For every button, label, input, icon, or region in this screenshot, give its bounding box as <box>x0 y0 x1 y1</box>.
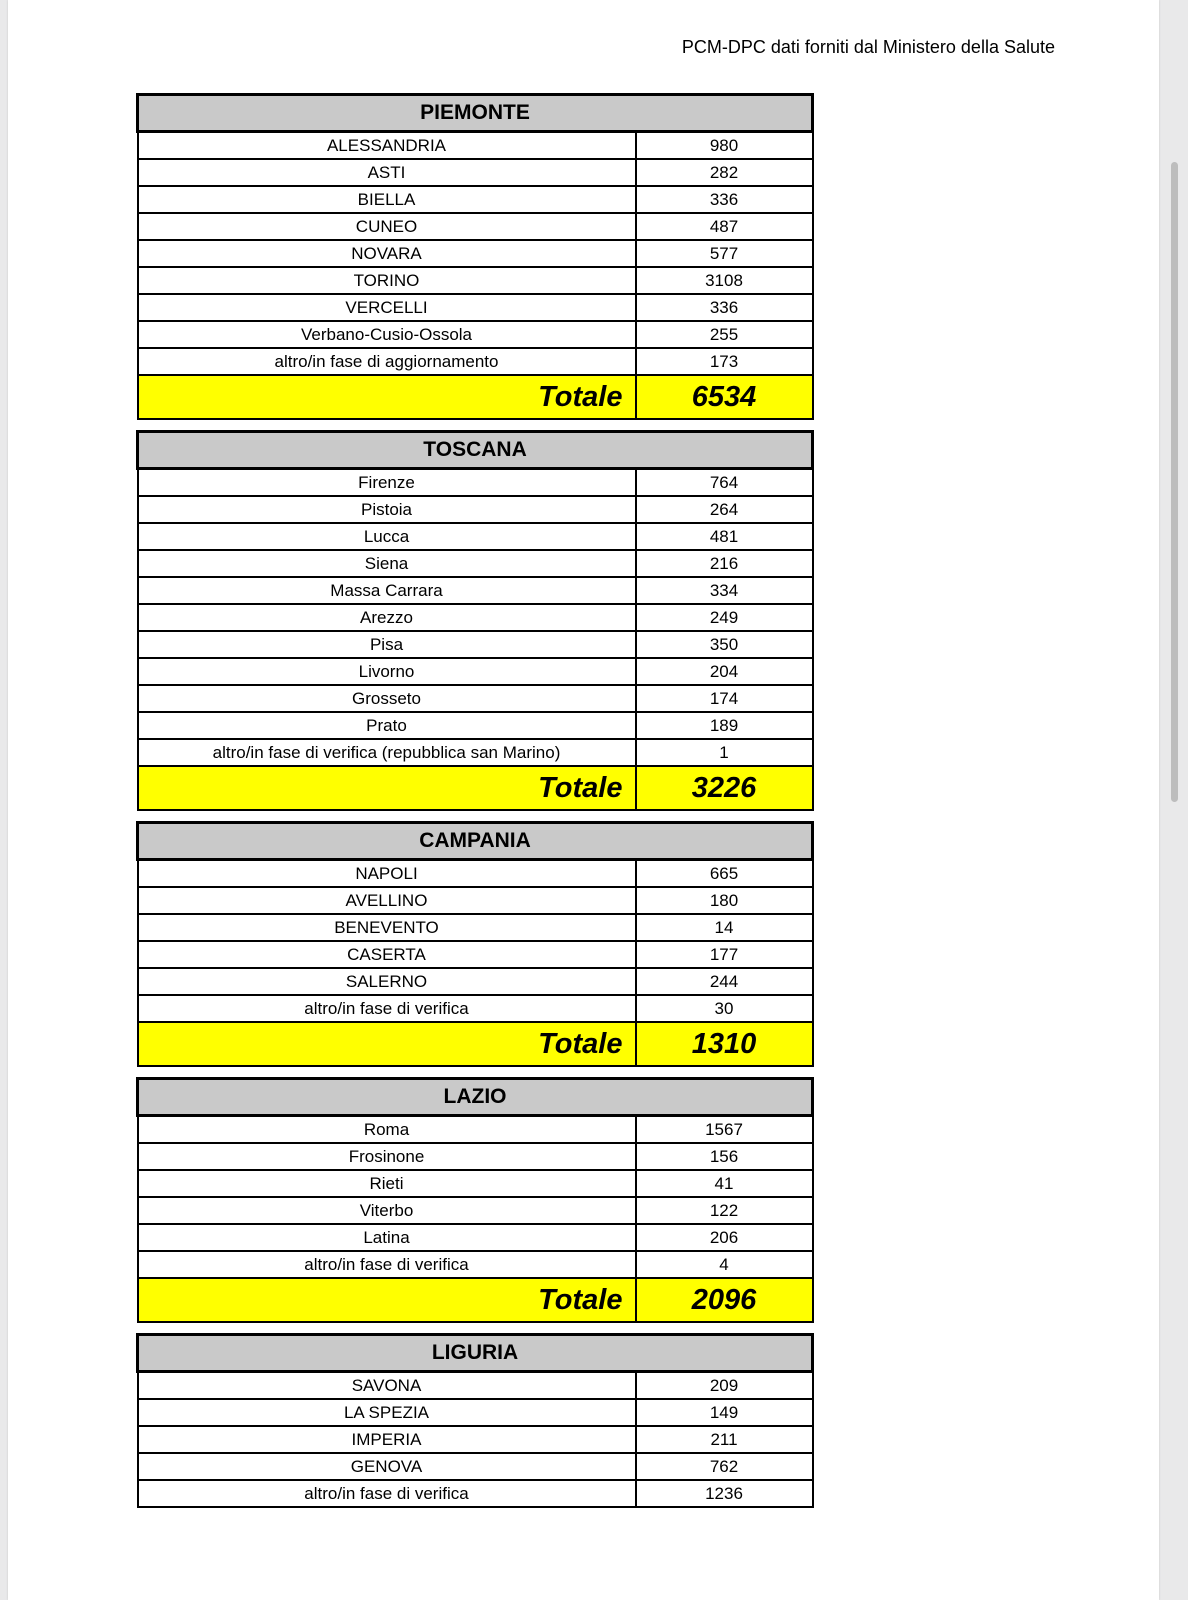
table-row <box>138 213 813 240</box>
case-count: 336 <box>636 186 813 213</box>
total-value: 6534 <box>636 375 813 419</box>
table-row <box>138 658 813 685</box>
table-row <box>138 995 813 1022</box>
province-label: Prato <box>138 712 636 739</box>
region-table-piemonte <box>136 93 814 420</box>
vertical-scrollbar[interactable] <box>1171 162 1178 802</box>
province-label: SALERNO <box>138 968 636 995</box>
case-count: 149 <box>636 1399 813 1426</box>
case-count: 577 <box>636 240 813 267</box>
province-label: Roma <box>138 1116 636 1144</box>
table-row <box>138 1399 813 1426</box>
table-row <box>138 1197 813 1224</box>
table-row <box>138 348 813 375</box>
province-label: Grosseto <box>138 685 636 712</box>
province-label: ALESSANDRIA <box>138 132 636 160</box>
province-label: NOVARA <box>138 240 636 267</box>
province-label: Siena <box>138 550 636 577</box>
province-label: Lucca <box>138 523 636 550</box>
case-count: 206 <box>636 1224 813 1251</box>
table-row <box>138 294 813 321</box>
case-count: 282 <box>636 159 813 186</box>
table-row <box>138 739 813 766</box>
province-label: LA SPEZIA <box>138 1399 636 1426</box>
province-label: ASTI <box>138 159 636 186</box>
table-row <box>138 1372 813 1400</box>
province-label: BIELLA <box>138 186 636 213</box>
region-name: TOSCANA <box>138 432 813 469</box>
case-count: 980 <box>636 132 813 160</box>
table-row <box>138 159 813 186</box>
case-count: 1236 <box>636 1480 813 1507</box>
province-label: TORINO <box>138 267 636 294</box>
case-count: 177 <box>636 941 813 968</box>
total-label: Totale <box>138 766 636 810</box>
table-row <box>138 1453 813 1480</box>
province-label: altro/in fase di verifica <box>138 995 636 1022</box>
case-count: 211 <box>636 1426 813 1453</box>
case-count: 173 <box>636 348 813 375</box>
province-label: altro/in fase di verifica <box>138 1251 636 1278</box>
table-row <box>138 968 813 995</box>
province-label: Rieti <box>138 1170 636 1197</box>
table-row <box>138 914 813 941</box>
table-row <box>138 631 813 658</box>
province-label: Massa Carrara <box>138 577 636 604</box>
total-row <box>138 766 813 810</box>
province-label: Viterbo <box>138 1197 636 1224</box>
total-row <box>138 375 813 419</box>
province-label: Firenze <box>138 469 636 497</box>
total-label: Totale <box>138 375 636 419</box>
table-row <box>138 321 813 348</box>
province-label: Pisa <box>138 631 636 658</box>
table-row <box>138 685 813 712</box>
table-row <box>138 941 813 968</box>
case-count: 336 <box>636 294 813 321</box>
table-row <box>138 1251 813 1278</box>
case-count: 481 <box>636 523 813 550</box>
case-count: 180 <box>636 887 813 914</box>
province-label: altro/in fase di verifica <box>138 1480 636 1507</box>
table-row <box>138 550 813 577</box>
case-count: 764 <box>636 469 813 497</box>
case-count: 14 <box>636 914 813 941</box>
total-label: Totale <box>138 1278 636 1322</box>
region-table-liguria <box>136 1333 814 1508</box>
case-count: 249 <box>636 604 813 631</box>
province-label: Pistoia <box>138 496 636 523</box>
table-row <box>138 577 813 604</box>
province-label: AVELLINO <box>138 887 636 914</box>
case-count: 122 <box>636 1197 813 1224</box>
table-row <box>138 1170 813 1197</box>
total-row <box>138 1022 813 1066</box>
case-count: 334 <box>636 577 813 604</box>
province-label: altro/in fase di aggiornamento <box>138 348 636 375</box>
case-count: 1 <box>636 739 813 766</box>
source-caption: PCM-DPC dati forniti dal Ministero della Salute <box>681 37 1055 57</box>
case-count: 4 <box>636 1251 813 1278</box>
region-table-toscana <box>136 430 814 811</box>
table-row <box>138 496 813 523</box>
province-label: NAPOLI <box>138 860 636 888</box>
case-count: 204 <box>636 658 813 685</box>
table-row <box>138 1143 813 1170</box>
case-count: 41 <box>636 1170 813 1197</box>
case-count: 244 <box>636 968 813 995</box>
table-row <box>138 186 813 213</box>
table-row <box>138 132 813 160</box>
case-count: 665 <box>636 860 813 888</box>
table-row <box>138 604 813 631</box>
table-row <box>138 1224 813 1251</box>
table-row <box>138 1480 813 1507</box>
case-count: 264 <box>636 496 813 523</box>
province-label: Livorno <box>138 658 636 685</box>
province-label: Latina <box>138 1224 636 1251</box>
case-count: 255 <box>636 321 813 348</box>
total-value: 3226 <box>636 766 813 810</box>
case-count: 209 <box>636 1372 813 1400</box>
province-label: SAVONA <box>138 1372 636 1400</box>
region-name: LIGURIA <box>138 1335 813 1372</box>
case-count: 762 <box>636 1453 813 1480</box>
province-label: Frosinone <box>138 1143 636 1170</box>
region-name: PIEMONTE <box>138 95 813 132</box>
region-name: CAMPANIA <box>138 823 813 860</box>
total-value: 2096 <box>636 1278 813 1322</box>
case-count: 156 <box>636 1143 813 1170</box>
case-count: 487 <box>636 213 813 240</box>
total-value: 1310 <box>636 1022 813 1066</box>
table-row <box>138 1426 813 1453</box>
region-table-lazio <box>136 1077 814 1323</box>
table-row <box>138 887 813 914</box>
table-row <box>138 267 813 294</box>
province-label: VERCELLI <box>138 294 636 321</box>
province-label: IMPERIA <box>138 1426 636 1453</box>
region-tables <box>136 93 811 1518</box>
case-count: 189 <box>636 712 813 739</box>
region-table-campania <box>136 821 814 1067</box>
table-row <box>138 523 813 550</box>
case-count: 350 <box>636 631 813 658</box>
table-row <box>138 860 813 888</box>
table-row <box>138 240 813 267</box>
province-label: altro/in fase di verifica (repubblica san Marino) <box>138 739 636 766</box>
province-label: CUNEO <box>138 213 636 240</box>
table-row <box>138 1116 813 1144</box>
case-count: 216 <box>636 550 813 577</box>
province-label: BENEVENTO <box>138 914 636 941</box>
province-label: Arezzo <box>138 604 636 631</box>
province-label: GENOVA <box>138 1453 636 1480</box>
case-count: 3108 <box>636 267 813 294</box>
table-row <box>138 469 813 497</box>
province-label: Verbano-Cusio-Ossola <box>138 321 636 348</box>
table-row <box>138 712 813 739</box>
total-label: Totale <box>138 1022 636 1066</box>
total-row <box>138 1278 813 1322</box>
case-count: 1567 <box>636 1116 813 1144</box>
case-count: 174 <box>636 685 813 712</box>
province-label: CASERTA <box>138 941 636 968</box>
region-name: LAZIO <box>138 1079 813 1116</box>
case-count: 30 <box>636 995 813 1022</box>
